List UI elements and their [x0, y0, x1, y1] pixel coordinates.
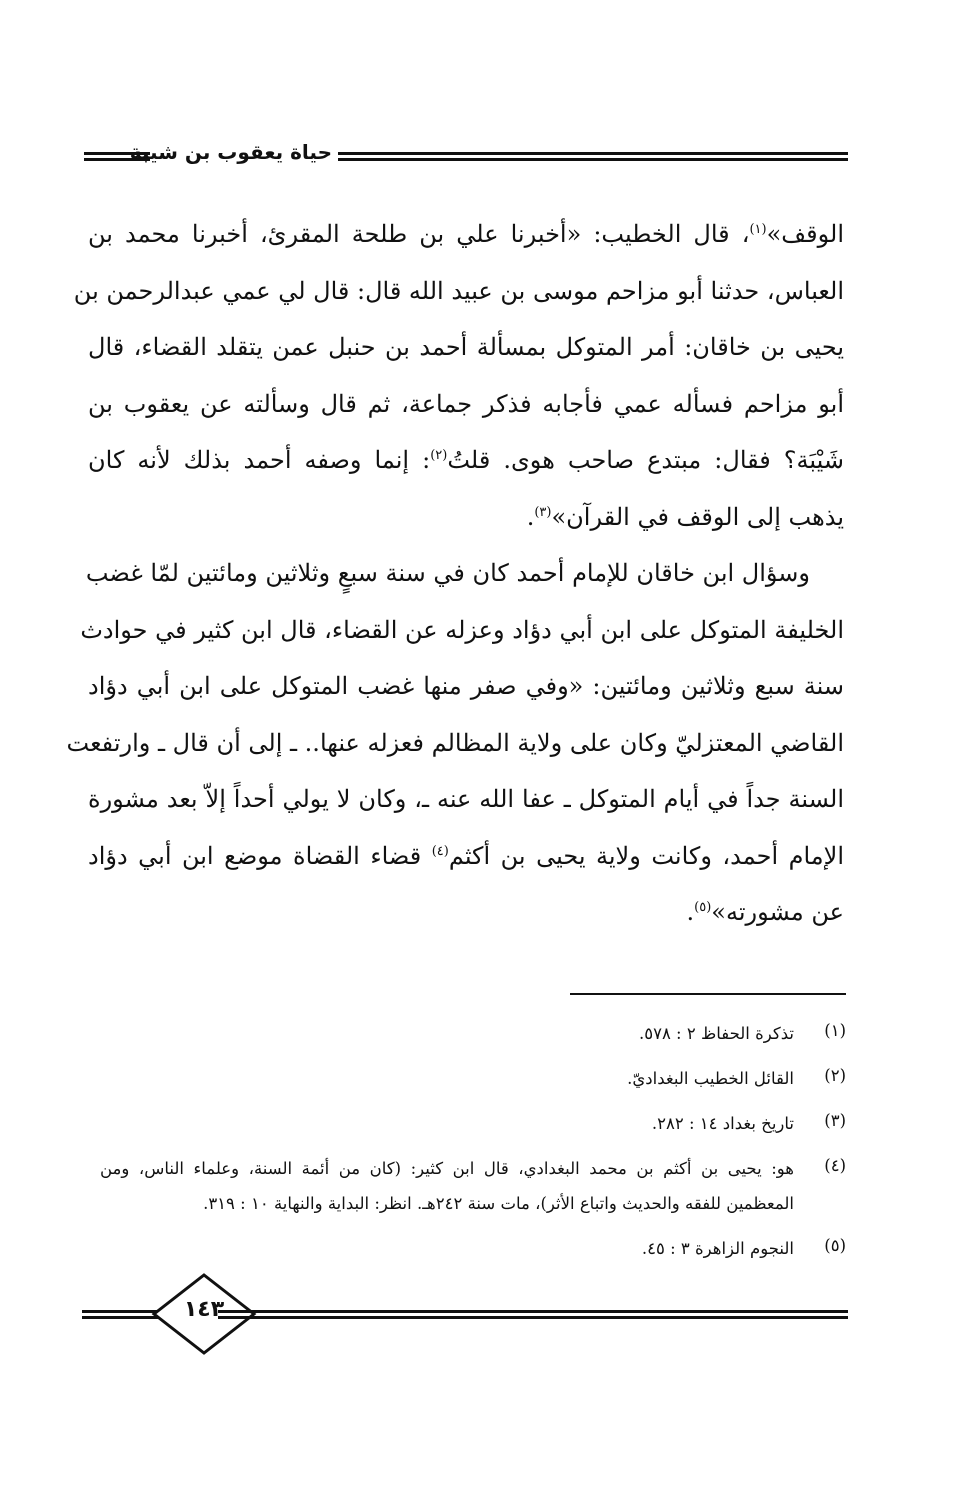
text-line: عن مشورته»$^{(٥)}$. — [686, 898, 844, 926]
footnote-text: القائل الخطيب البغداديّ. — [627, 1069, 794, 1088]
footnote-ref: (١) — [749, 222, 767, 237]
text-line: الإمام أحمد، وكانت ولاية يحيى بن أكثم$^{(٤)}$ قضاء القضاة موضع ابن أبي دؤاد — [88, 841, 845, 870]
footer-rule-right — [218, 1310, 848, 1319]
page-number: ١٤٣ — [183, 1297, 225, 1322]
text-line: الخليفة المتوكل على ابن أبي دؤاد وعزله عن القضاء، قال ابن كثير في حوادث — [80, 615, 844, 644]
footnote-separator — [570, 993, 846, 995]
footnote-text: تذكرة الحفاظ ٢ : ٥٧٨. — [638, 1024, 794, 1043]
text-line: وسؤال ابن خاقان للإمام أحمد كان في سنة سبعٍ وثلاثين ومائتين لمّا غضب — [85, 559, 810, 587]
footnote-number: (١) — [824, 1021, 846, 1040]
footnote-item — [100, 1061, 846, 1096]
text-line: الوقف»$^{(١)}$، قال الخطيب: «أخبرنا علي بن طلحة المقرئ، أخبرنا محمد بن — [88, 220, 844, 248]
footnote-number: (٥) — [824, 1236, 846, 1255]
footnote-number: (٢) — [824, 1066, 846, 1085]
text-line: شَيْبَة؟ فقال: مبتدع صاحب هوى. قلتُ$^{(٢)}$: إنما وصفه أحمد بذلك لأنه كان — [88, 446, 844, 474]
header-rule-right — [338, 152, 848, 161]
footnote-item — [100, 1231, 846, 1266]
footnote-number: (٣) — [824, 1111, 846, 1130]
footnote-text: تاريخ بغداد ١٤ : ٢٨٢. — [651, 1114, 794, 1133]
running-title: حياة يعقوب بن شيبة — [129, 140, 332, 164]
footnote-ref: (٢) — [430, 448, 448, 463]
footnote-text: هو: يحيى بن أكثم بن محمد البغدادي، قال ابن كثير: (كان من أئمة السنة، وعلماء الناس، ومن المعظمين للفقه والحديث واتباع الأثر)، مات سنة ٢٤٢هـ. انظر: البداية والنهاية ١٠ : ٣١٩. — [100, 1159, 794, 1213]
text-line: السنة جداً في أيام المتوكل ـ عفا الله عنه ـ، وكان لا يولي أحداً إلاّ بعد مشورة — [88, 785, 844, 813]
footnote-item — [100, 1016, 846, 1051]
footnote-ref: (٥) — [694, 900, 712, 915]
text-line: العباس، حدثنا أبو مزاحم موسى بن عبيد الله قال: قال لي عمي عبدالرحمن بن — [73, 276, 844, 305]
footnote-item — [100, 1106, 846, 1141]
text-line: يذهب إلى الوقف في القرآن»$^{(٣)}$. — [526, 502, 844, 531]
footnote-item — [100, 1151, 846, 1221]
footnote-text: النجوم الزاهرة ٣ : ٤٥. — [641, 1239, 794, 1258]
text-line: سنة سبع وثلاثين ومائتين: «وفي صفر منها غضب المتوكل على ابن أبي دؤاد — [88, 672, 844, 700]
text-line: يحيى بن خاقان: أمر المتوكل بمسألة أحمد بن حنبل عمن يتقلد القضاء، قال — [88, 333, 844, 361]
running-header — [84, 138, 848, 178]
footnote-ref: (٣) — [534, 504, 552, 520]
footer-rule-left — [82, 1310, 160, 1319]
page-footer — [82, 1268, 848, 1348]
text-line: أبو مزاحم فسأله عمي فأجابه فذكر جماعة، ثم قال وسألته عن يعقوب بن — [88, 389, 844, 418]
footnote-number: (٤) — [824, 1156, 846, 1175]
main-text — [66, 206, 845, 941]
footnotes — [100, 1016, 846, 1276]
footnote-ref: (٤) — [431, 843, 449, 859]
text-line: القاضي المعتزليّ وكان على ولاية المظالم فعزله عنها.. ـ إلى أن قال ـ وارتفعت — [66, 728, 844, 757]
